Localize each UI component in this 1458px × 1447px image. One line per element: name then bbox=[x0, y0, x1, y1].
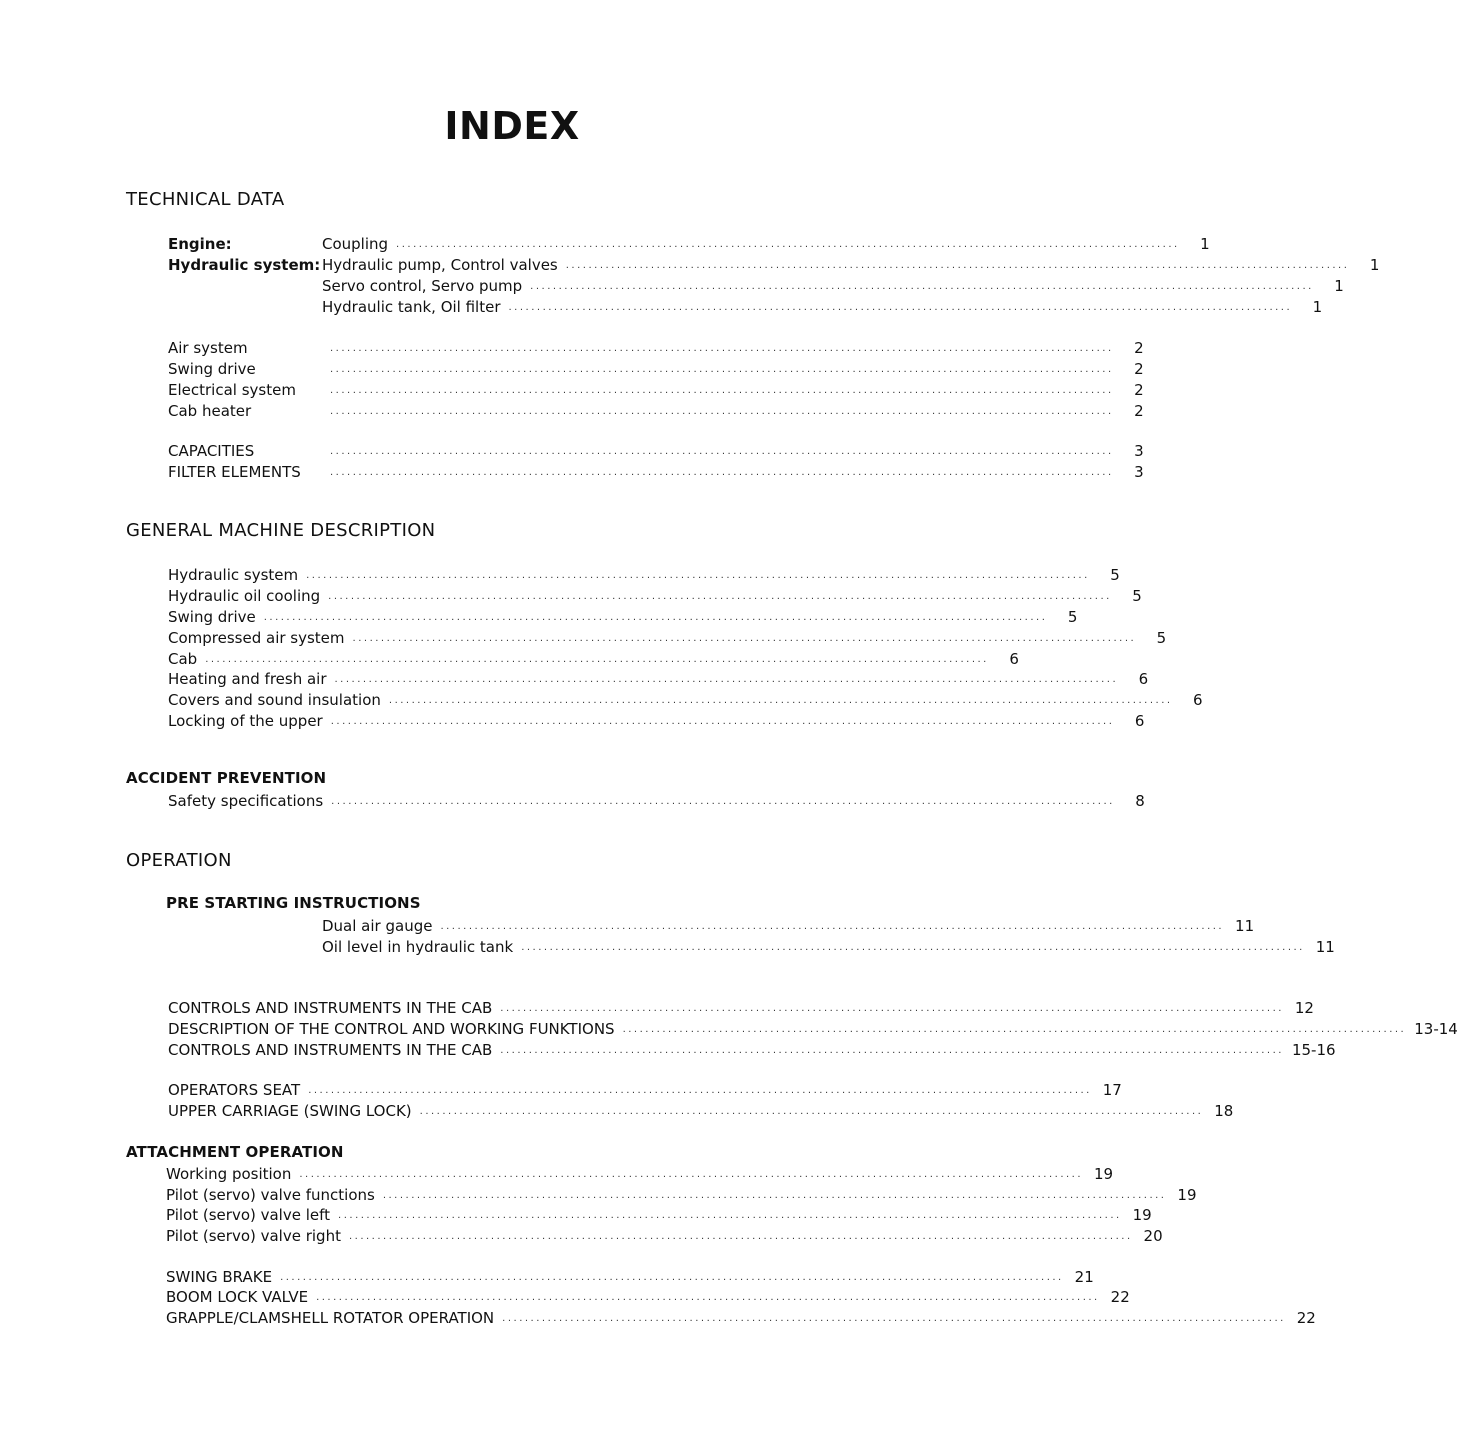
index-entry-page: 6 bbox=[1138, 670, 1149, 688]
index-entry-text: Pilot (servo) valve functions bbox=[166, 1186, 375, 1204]
index-entry-text: CONTROLS AND INSTRUMENTS IN THE CAB bbox=[168, 1041, 493, 1059]
index-entry bbox=[322, 915, 1255, 935]
dot-leader: .......................................................................................................................................... bbox=[331, 796, 1115, 807]
index-entry bbox=[168, 790, 1145, 810]
index-entry-text: Dual air gauge bbox=[322, 917, 433, 935]
dot-leader: .......................................................................................................................................... bbox=[388, 695, 1173, 706]
subsection-heading-pre-starting: PRE STARTING INSTRUCTIONS bbox=[166, 894, 421, 912]
index-entry bbox=[168, 440, 1144, 460]
index-entry bbox=[168, 997, 1314, 1017]
index-entry-page: 1 bbox=[1334, 277, 1344, 295]
dot-leader: .......................................................................................................................................... bbox=[280, 1272, 1064, 1283]
index-entry-page: 6 bbox=[1009, 650, 1019, 668]
index-entry bbox=[322, 275, 1344, 295]
dot-leader: .......................................................................................................................................... bbox=[299, 1169, 1084, 1180]
index-entry-text: Swing drive bbox=[168, 608, 256, 626]
dot-leader: .......................................................................................................................................... bbox=[500, 1045, 1284, 1056]
index-entry-engine bbox=[168, 233, 1210, 253]
index-entry-page: 1 bbox=[1200, 235, 1210, 253]
index-entry bbox=[168, 648, 1019, 668]
index-entry bbox=[322, 936, 1335, 956]
index-entry-text: Covers and sound insulation bbox=[168, 691, 381, 709]
index-entry-text: Swing drive bbox=[168, 360, 256, 378]
dot-leader: .......................................................................................................................................... bbox=[508, 302, 1293, 313]
index-entry bbox=[166, 1163, 1114, 1183]
index-entry-text: UPPER CARRIAGE (SWING LOCK) bbox=[168, 1102, 412, 1120]
index-entry bbox=[168, 337, 1144, 357]
index-entry-page: 13-14 bbox=[1414, 1020, 1458, 1038]
index-entry bbox=[168, 400, 1144, 420]
index-entry bbox=[166, 1266, 1094, 1286]
index-entry-page: 5 bbox=[1156, 629, 1167, 647]
dot-leader: .......................................................................................................................................... bbox=[382, 1190, 1167, 1201]
section-heading-accident: ACCIDENT PREVENTION bbox=[126, 769, 327, 787]
index-entry-text: Hydraulic system bbox=[168, 566, 299, 584]
page-title: INDEX bbox=[444, 104, 580, 148]
index-group-label: Hydraulic system: bbox=[168, 256, 321, 274]
dot-leader: .......................................................................................................................................... bbox=[334, 674, 1119, 685]
dot-leader: .......................................................................................................................................... bbox=[328, 591, 1112, 602]
index-entry-text: CAPACITIES bbox=[168, 442, 255, 460]
index-entry-page: 11 bbox=[1235, 917, 1255, 935]
index-entry bbox=[166, 1225, 1163, 1245]
index-entry-page: 15-16 bbox=[1291, 1041, 1336, 1059]
dot-leader: .......................................................................................................................................... bbox=[330, 385, 1114, 396]
dot-leader: .......................................................................................................................................... bbox=[330, 467, 1114, 478]
index-entry bbox=[168, 585, 1142, 605]
index-entry-page: 2 bbox=[1134, 339, 1144, 357]
index-entry bbox=[168, 1079, 1122, 1099]
index-entry bbox=[166, 1286, 1130, 1306]
index-entry-text: FILTER ELEMENTS bbox=[168, 463, 301, 481]
index-entry-page: 21 bbox=[1074, 1268, 1094, 1286]
index-entry-page: 12 bbox=[1294, 999, 1314, 1017]
index-entry-text: Cab heater bbox=[168, 402, 252, 420]
section-heading-technical-data: TECHNICAL DATA bbox=[126, 189, 285, 210]
dot-leader: .......................................................................................................................................... bbox=[565, 260, 1350, 271]
index-entry-page: 6 bbox=[1193, 691, 1203, 709]
index-entry bbox=[168, 668, 1149, 688]
index-entry-page: 5 bbox=[1110, 566, 1120, 584]
index-entry-page: 20 bbox=[1143, 1227, 1163, 1245]
index-entry-page: 6 bbox=[1134, 712, 1145, 730]
dot-leader: .......................................................................................................................................... bbox=[396, 239, 1180, 250]
index-entry bbox=[168, 1100, 1234, 1120]
index-entry-text: Hydraulic oil cooling bbox=[168, 587, 321, 605]
index-entry bbox=[168, 1018, 1458, 1038]
dot-leader: .......................................................................................................................................... bbox=[502, 1313, 1286, 1324]
index-entry bbox=[168, 627, 1167, 647]
index-entry-page: 19 bbox=[1093, 1165, 1114, 1183]
index-entry bbox=[322, 296, 1323, 316]
index-entry-hydraulic bbox=[168, 254, 1380, 274]
index-entry bbox=[166, 1184, 1197, 1204]
index-entry-page: 2 bbox=[1134, 381, 1144, 399]
section-heading-attachment: ATTACHMENT OPERATION bbox=[126, 1143, 344, 1161]
index-entry bbox=[168, 564, 1120, 584]
dot-leader: .......................................................................................................................................... bbox=[330, 406, 1114, 417]
dot-leader: .......................................................................................................................................... bbox=[330, 446, 1114, 457]
index-entry bbox=[168, 606, 1078, 626]
dot-leader: .......................................................................................................................................... bbox=[308, 1085, 1092, 1096]
index-entry bbox=[168, 358, 1144, 378]
index-entry-text: Compressed air system bbox=[168, 629, 345, 647]
index-entry-page: 22 bbox=[1296, 1309, 1316, 1327]
index-entry-text: OPERATORS SEAT bbox=[168, 1081, 301, 1099]
index-entry bbox=[168, 689, 1203, 709]
index-entry-page: 1 bbox=[1312, 298, 1323, 316]
index-entry-text: Locking of the upper bbox=[168, 712, 323, 730]
dot-leader: .......................................................................................................................................... bbox=[263, 612, 1048, 623]
index-entry-text: Working position bbox=[166, 1165, 292, 1183]
index-entry-text: Hydraulic pump, Control valves bbox=[322, 256, 558, 274]
index-entry-page: 19 bbox=[1132, 1206, 1152, 1224]
index-entry-text: BOOM LOCK VALVE bbox=[166, 1288, 309, 1306]
index-entry-page: 3 bbox=[1134, 463, 1144, 481]
index-entry-text: GRAPPLE/CLAMSHELL ROTATOR OPERATION bbox=[166, 1309, 495, 1327]
index-entry-text: Oil level in hydraulic tank bbox=[322, 938, 514, 956]
index-entry-page: 11 bbox=[1315, 938, 1335, 956]
index-entry-page: 8 bbox=[1135, 792, 1145, 810]
dot-leader: .......................................................................................................................................... bbox=[352, 633, 1137, 644]
index-entry bbox=[168, 461, 1144, 481]
index-entry bbox=[168, 1039, 1336, 1059]
dot-leader: .......................................................................................................................................... bbox=[521, 942, 1305, 953]
dot-leader: .......................................................................................................................................... bbox=[440, 921, 1225, 932]
index-entry bbox=[168, 710, 1145, 730]
index-entry-page: 19 bbox=[1177, 1186, 1197, 1204]
dot-leader: .......................................................................................................................................... bbox=[338, 1210, 1122, 1221]
index-entry-text: Pilot (servo) valve right bbox=[166, 1227, 341, 1245]
index-entry-page: 1 bbox=[1369, 256, 1380, 274]
dot-leader: .......................................................................................................................................... bbox=[530, 281, 1314, 292]
index-entry-text: Hydraulic tank, Oil filter bbox=[322, 298, 501, 316]
dot-leader: .......................................................................................................................................... bbox=[622, 1024, 1407, 1035]
index-entry-page: 2 bbox=[1134, 402, 1144, 420]
index-entry-text: Heating and fresh air bbox=[168, 670, 327, 688]
index-entry-text: Servo control, Servo pump bbox=[322, 277, 523, 295]
dot-leader: .......................................................................................................................................... bbox=[419, 1106, 1204, 1117]
index-entry-text: Coupling bbox=[322, 235, 389, 253]
index-entry-text: Pilot (servo) valve left bbox=[166, 1206, 331, 1224]
index-group-label: Engine: bbox=[168, 235, 232, 253]
dot-leader: .......................................................................................................................................... bbox=[306, 570, 1090, 581]
index-entry-page: 2 bbox=[1134, 360, 1144, 378]
index-entry-page: 3 bbox=[1134, 442, 1144, 460]
dot-leader: .......................................................................................................................................... bbox=[500, 1003, 1284, 1014]
dot-leader: .......................................................................................................................................... bbox=[330, 343, 1114, 354]
index-entry bbox=[166, 1204, 1152, 1224]
index-entry-page: 17 bbox=[1102, 1081, 1122, 1099]
index-entry-page: 18 bbox=[1214, 1102, 1234, 1120]
index-entry-text: Air system bbox=[168, 339, 248, 357]
index-entry-page: 22 bbox=[1110, 1288, 1130, 1306]
index-entry-text: CONTROLS AND INSTRUMENTS IN THE CAB bbox=[168, 999, 493, 1017]
index-entry bbox=[168, 379, 1144, 399]
index-entry-text: Cab bbox=[168, 650, 198, 668]
dot-leader: .......................................................................................................................................... bbox=[205, 654, 989, 665]
dot-leader: .......................................................................................................................................... bbox=[330, 364, 1114, 375]
index-entry-text: Electrical system bbox=[168, 381, 296, 399]
dot-leader: .......................................................................................................................................... bbox=[330, 716, 1115, 727]
index-entry bbox=[166, 1307, 1316, 1327]
section-heading-operation: OPERATION bbox=[126, 850, 232, 871]
dot-leader: .......................................................................................................................................... bbox=[348, 1231, 1133, 1242]
index-entry-page: 5 bbox=[1067, 608, 1078, 626]
section-heading-general: GENERAL MACHINE DESCRIPTION bbox=[126, 520, 436, 541]
index-entry-text: DESCRIPTION OF THE CONTROL AND WORKING FUNKTIONS bbox=[168, 1020, 615, 1038]
index-entry-page: 5 bbox=[1132, 587, 1142, 605]
index-entry-text: Safety specifications bbox=[168, 792, 324, 810]
dot-leader: .......................................................................................................................................... bbox=[316, 1292, 1100, 1303]
index-entry-text: SWING BRAKE bbox=[166, 1268, 273, 1286]
